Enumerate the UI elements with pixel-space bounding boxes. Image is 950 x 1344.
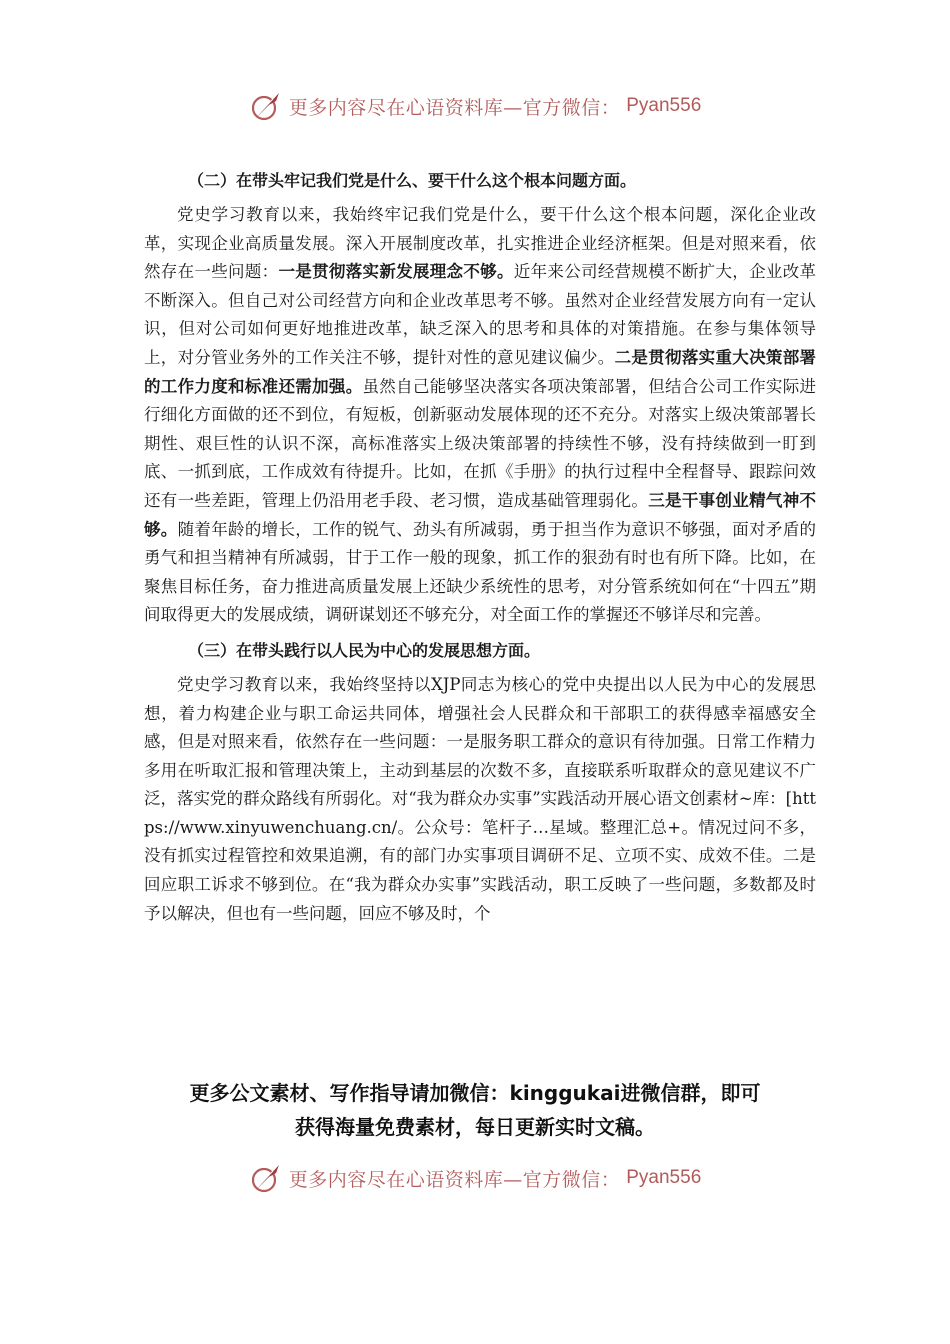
header-banner-text: 更多内容尽在心语资料库—官方微信： (288, 96, 621, 119)
para-run: 党史学习教育以来，我始终坚持以XJP同志为核心的党中央提出以人民为中心的发展思想，着力构建企业与职工命运共同体，增强社会人民群众和干部职工的获得感幸福感安全感，但是对照来看，依然存在一些问题：一是服务职工群众的意识有待加强。日常工作精力多用在听取汇报和管理决策上，主动到基层的次数不多，直接联系听取群众的意见建议不广泛，落实党的群众路线有所弱化。对“我为群众办实事”实践活动开展心语文创素材~库：[https://www.xinyuwenchuang.cn/。公众号：笔杆子…星域。整理汇总+。情况过问不多，没有抓实过程管控和效果追溯，有的部门办实事项目调研不足、立项不实、成效不佳。二是回应职工诉求不够到位。在“我为群众办实事”实践活动，职工反映了一些问题，多数都及时予以解决，但也有一些问题，回应不够及时，个 (144, 674, 816, 923)
para-run: 虽然自己能够坚决落实各项决策部署，但结合公司工作实际进行细化方面做的还不到位，有短板，创新驱动发展体现的还不充分。对落实上级决策部署长期性、艰巨性的认识不深，高标准落实上级决策部署的持续性不够，没有持续做到一盯到底、一抓到底，工作成效有待提升。比如，在抓《手册》的执行过程中全程督导、跟踪问效还有一些差距，管理上仍沿用老手段、老习惯，造成基础管理弱化。 (144, 376, 817, 510)
promo-notice (100, 1076, 850, 1144)
para-run: 随着年龄的增长，工作的锐气、劲头有所减弱，勇于担当作为意识不够强，面对矛盾的勇气和担当精神有所减弱，甘于工作一般的现象，抓工作的狠劲有时也有所下降。比如，在聚焦目标任务，奋力推进高质量发展上还缺少系统性的思考，对分管系统如何在“十四五”期间取得更大的发展成绩，调研谋划还不够充分，对全面工作的掌握还不够详尽和完善。 (144, 519, 817, 625)
para-run: 党史学习教育以来，我始终牢记我们党是什么，要干什么这个根本问题，深化企业改革，实现企业高质量发展。深入开展制度改革，扎实推进企业经济框架。但是对照来看，依然存在一些问题： (144, 205, 816, 282)
quill-pen-logo-icon (249, 89, 283, 123)
para-run-bold: 一是贯彻落实新发展理念不够。 (278, 262, 514, 282)
quill-pen-logo-icon (249, 1161, 283, 1195)
footer-banner (0, 1156, 950, 1200)
section-paragraph-2 (144, 201, 816, 630)
section-heading-2: （二）在带头牢记我们党是什么、要干什么这个根本问题方面。 (188, 171, 637, 190)
para-run-bold: 三是干事创业精气神不够。 (144, 490, 817, 539)
header-banner (0, 84, 950, 128)
footer-banner-inner (249, 1161, 702, 1195)
section-heading-3: （三）在带头践行以人民为中心的发展思想方面。 (188, 640, 541, 660)
document-body (144, 166, 816, 934)
header-banner-id: Pyan556 (626, 95, 702, 116)
header-banner-inner (249, 89, 702, 123)
para-run-bold: 二是贯彻落实重大决策部署的工作力度和标准还需加强。 (144, 347, 817, 396)
promo-line-1: 更多公文素材、写作指导请加微信：kinggukai进微信群，即可 (189, 1081, 761, 1105)
para-run: 近年来公司经营规模不断扩大，企业改革不断深入。但自己对公司经营方向和企业改革思考不够。虽然对企业经营发展方向有一定认识，但对公司如何更好地推进改革，缺乏深入的思考和具体的对策措施。在参与集体领导上，对分管业务外的工作关注不够，提针对性的意见建议偏少。 (144, 262, 817, 367)
footer-banner-text: 更多内容尽在心语资料库—官方微信： (288, 1168, 621, 1191)
section-paragraph-3 (144, 671, 816, 928)
footer-banner-id: Pyan556 (626, 1167, 702, 1188)
promo-line-2: 获得海量免费素材，每日更新实时文稿。 (295, 1115, 655, 1139)
